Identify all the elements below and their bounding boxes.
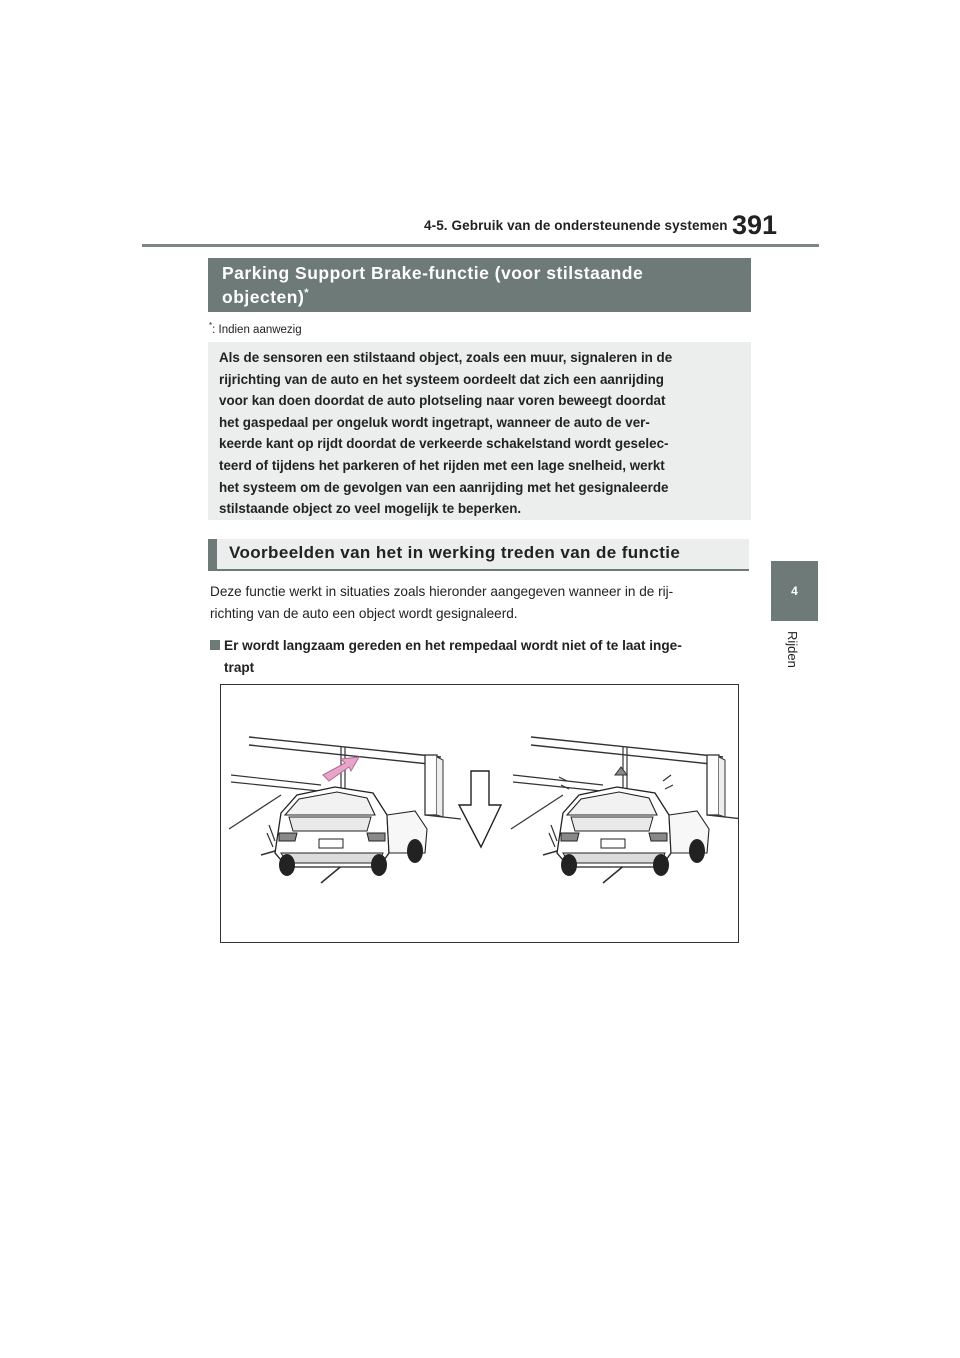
summary-line: voor kan doen doordat de auto plotseling naar voren beweegt doordat [219, 393, 666, 409]
section-heading-line1: Parking Support Brake-functie (voor stilstaande [222, 263, 644, 283]
summary-line: keerde kant op rijdt doordat de verkeerde schakelstand wordt geselec- [219, 436, 669, 452]
header-rule [142, 244, 819, 247]
bullet-line2: trapt [224, 660, 255, 675]
summary-line: Als de sensoren een stilstaand object, zoals een muur, signaleren in de [219, 350, 673, 365]
chapter-tab[interactable] [771, 561, 818, 621]
footnote-marker: * [209, 321, 213, 330]
transition-arrow-icon [459, 771, 501, 847]
footnote [209, 321, 302, 336]
summary-line: stilstaande object zo veel mogelijk te beperken. [219, 501, 522, 517]
section-heading-line2: objecten) [222, 287, 305, 307]
subsection-heading: Voorbeelden van het in werking treden van de functie [208, 539, 749, 571]
section-title: 4-5. Gebruik van de ondersteunende systemen [424, 218, 728, 233]
body-line: Deze functie werkt in situaties zoals hieronder aangegeven wanneer in de rij- [210, 584, 674, 599]
section-heading [208, 258, 751, 312]
summary-line: het gaspedaal per ongeluk wordt ingetrapt, wanneer de auto de ver- [219, 414, 650, 430]
chapter-label: Rijden [785, 631, 800, 668]
bullet-item [210, 635, 682, 679]
square-bullet-icon [210, 640, 220, 650]
footnote-text: : Indien aanwezig [212, 323, 302, 336]
summary-line: rijrichting van de auto en het systeem oordeelt dat zich een aanrijding [219, 371, 664, 387]
body-line: richting van de auto een object wordt gesignaleerd. [210, 606, 518, 621]
bullet-line1: Er wordt langzaam gereden en het rempedaal wordt niet of te laat inge- [224, 638, 682, 653]
summary-line: het systeem om de gevolgen van een aanrijding met het gesignaleerde [219, 479, 669, 495]
summary-box [208, 342, 751, 520]
illustration [220, 684, 739, 943]
summary-line: teerd of tijdens het parkeren of het rijden met een lage snelheid, werkt [219, 457, 665, 473]
parking-illustration-svg [221, 685, 738, 942]
section-heading-line2-wrap [222, 285, 751, 309]
stop-marker-icon [615, 767, 627, 775]
page-number: 391 [732, 210, 778, 240]
body-paragraph [210, 581, 673, 625]
section-heading-marker: * [304, 287, 310, 300]
bullet-line1-wrap [210, 635, 682, 657]
right-scene [511, 737, 738, 883]
chapter-number: 4 [791, 584, 798, 598]
left-scene [229, 737, 461, 883]
